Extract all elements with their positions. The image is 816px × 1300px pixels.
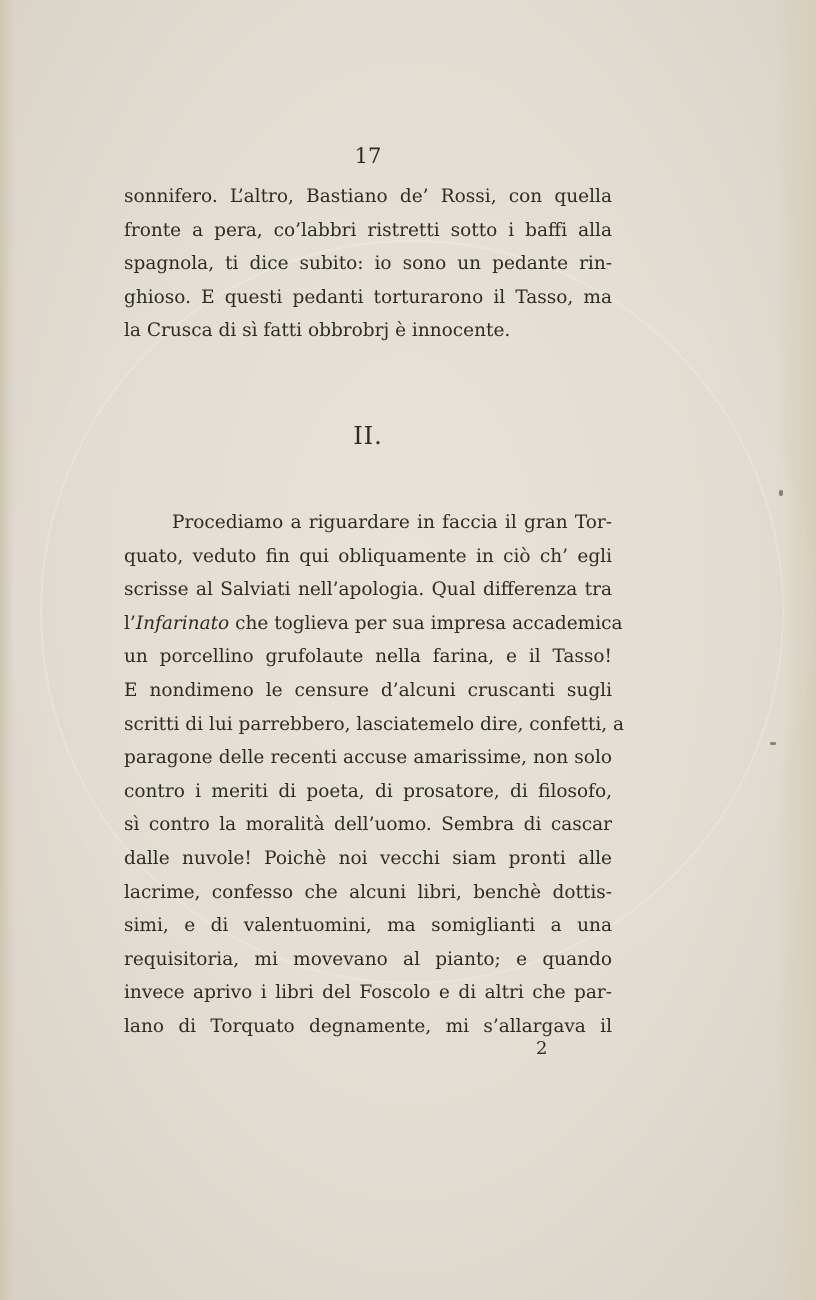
text-line: ghioso. E questi pedanti torturarono il Tasso, ma: [124, 286, 612, 308]
text-line-with-italic: [124, 607, 623, 641]
text-line: requisitoria, mi movevano al pianto; e quando: [124, 948, 612, 970]
text-line: dalle nuvole! Poichè noi vecchi siam pronti alle: [124, 847, 612, 869]
text-line: contro i meriti di poeta, di prosatore, di filosofo,: [124, 780, 612, 802]
paper-speck: [779, 490, 783, 496]
text-line: Procediamo a riguardare in faccia il gran Tor-: [172, 512, 612, 533]
text-line: scritti di lui parrebbero, lasciatemelo dire, confetti, a: [124, 713, 625, 735]
text-line: sonnifero. L’altro, Bastiano de’ Rossi, con quella: [124, 186, 612, 207]
text-line: lano di Torquato degnamente, mi s’allargava il: [124, 1015, 612, 1037]
section-heading: II.: [353, 422, 383, 450]
text-fragment: che toglieva per sua impresa accademica: [229, 612, 623, 634]
text-line: E nondimeno le censure d’alcuni cruscanti sugli: [124, 679, 612, 701]
text-line: invece aprivo i libri del Foscolo e di altri che par-: [124, 982, 612, 1004]
text-line: quato, veduto fin qui obliquamente in ciò ch’ egli: [124, 545, 612, 567]
page-edge-left: [0, 0, 14, 1300]
italic-term: Infarinato: [135, 612, 230, 634]
paragraph-1: [124, 180, 612, 348]
page-number: 17: [354, 144, 382, 168]
text-line: sì contro la moralità dell’uomo. Sembra di cascar: [124, 814, 612, 836]
text-line: scrisse al Salviati nell’apologia. Qual differenza tra: [124, 579, 612, 601]
text-line: simi, e di valentuomini, ma somiglianti a una: [124, 915, 612, 937]
text-line: paragone delle recenti accuse amarissime, non solo: [124, 747, 612, 769]
paper-speck: [770, 742, 776, 745]
paragraph-2: [124, 506, 625, 1044]
text-line: un porcellino grufolaute nella farina, e il Tasso!: [124, 646, 612, 668]
text-line: fronte a pera, co’labbri ristretti sotto i baffi alla: [124, 219, 612, 241]
text-fragment: l’: [124, 612, 136, 634]
text-line: lacrime, confesso che alcuni libri, benchè dottis-: [124, 881, 612, 903]
signature-mark: 2: [536, 1038, 548, 1059]
text-line: la Crusca di sì fatti obbrobrj è innocente.: [124, 320, 511, 342]
text-line: spagnola, ti dice subito: io sono un pedante rin-: [124, 253, 612, 275]
